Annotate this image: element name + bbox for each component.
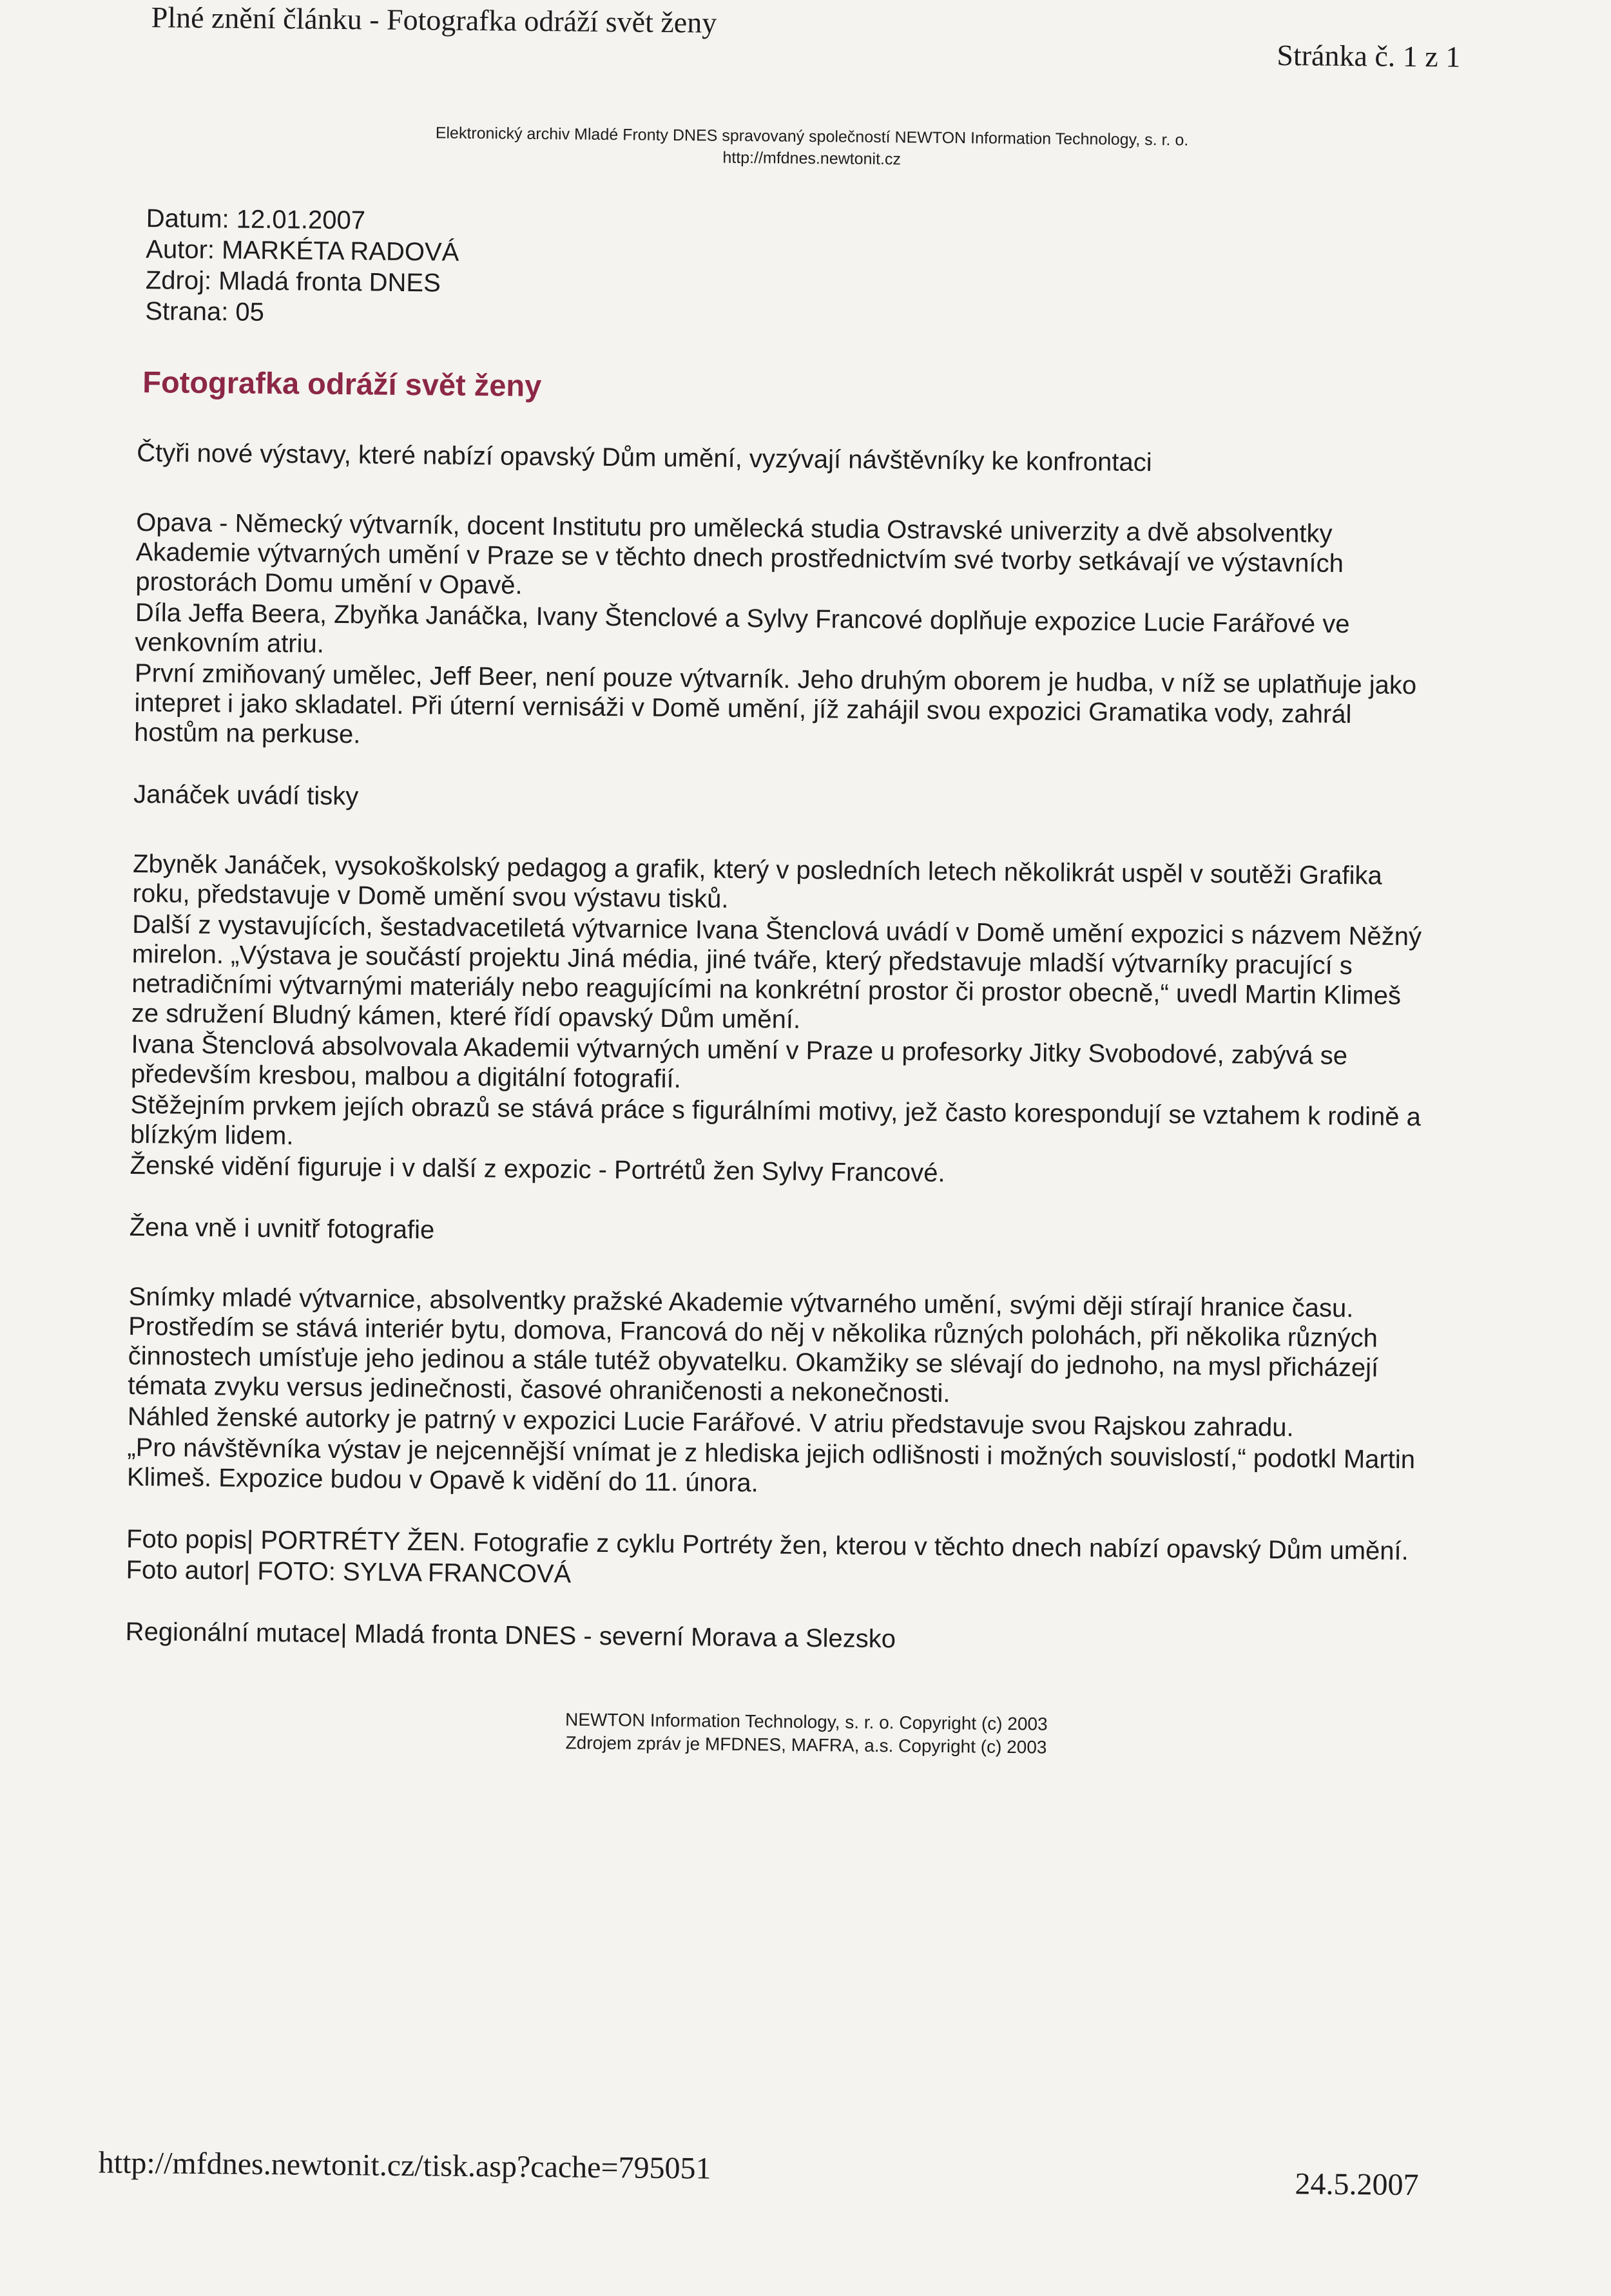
copyright-line: Zdrojem zpráv je MFDNES, MAFRA, a.s. Copyright (c) 2003 (565, 1732, 1047, 1757)
print-date: 24.5.2007 (1295, 2167, 1419, 2203)
paragraph: Ženské vidění figuruje i v další z expozic - Portrétů žen Sylvy Francové. (130, 1151, 945, 1188)
meta-date: Datum: 12.01.2007 (146, 204, 366, 235)
article-body (125, 438, 1438, 1659)
meta-author: Autor: MARKÉTA RADOVÁ (146, 235, 459, 267)
paragraph: Náhled ženské autorky je patrný v expozici Lucie Farářové. V atriu představuje svou Rajskou zahradu. (127, 1402, 1294, 1442)
paragraph: Opava - Německý výtvarník, docent Institutu pro umělecká studia Ostravské univerzity a dvě absolventky Akademie výtvarných umění v Praze se v těchto dnech prostřednictvím své tvorby setkávají ve výstavních prostorách Domu umění v Opavě. (135, 508, 1344, 600)
regional-edition: Regionální mutace| Mladá fronta DNES - severní Morava a Slezsko (125, 1617, 896, 1654)
archive-line: Elektronický archiv Mladé Fronty DNES spravovaný společností NEWTON Information Technology, s. r. o. (435, 124, 1189, 149)
print-url: http://mfdnes.newtonit.cz/tisk.asp?cache=795051 (98, 2145, 711, 2186)
print-header-title: Plné znění článku - Fotografka odráží svět ženy (151, 1, 717, 39)
paragraph: První zmiňovaný umělec, Jeff Beer, není pouze výtvarník. Jeho druhým oborem je hudba, v níž se uplatňuje jako intepret i jako skladatel. Při úterní vernisáži v Domě umění, jíž zahájil svou expozici Gramatika vody, zahrál hostům na perkuse. (133, 658, 1417, 749)
copyright-notice (407, 1707, 1206, 1761)
paragraph: Další z vystavujících, šestadvacetiletá výtvarnice Ivana Štenclová uvádí v Domě umění expozici s názvem Něžný mirelon. „Výstava je součástí projektu Jiná média, jiné tváře, který představuje mladší výtvarníky pracující s netradičními výtvarnými materiály nebo reagujícími na konkrétní prostor či prostor obecně,“ uvedl Martin Klimeš ze sdružení Bludný kámen, které řídí opavský Dům umění. (131, 910, 1422, 1034)
article-meta (145, 203, 459, 330)
paragraph: Díla Jeffa Beera, Zbyňka Janáčka, Ivany Štenclové a Sylvy Francové doplňuje expozice Lucie Farářové ve venkovním atriu. (135, 598, 1350, 658)
article-lead: Čtyři nové výstavy, které nabízí opavský Dům umění, vyzývají návštěvníky ke konfrontaci (137, 438, 1152, 477)
page-indicator: Stránka č. 1 z 1 (1277, 38, 1461, 73)
subheading: Žena vně i uvnitř fotografie (129, 1212, 435, 1245)
article-headline: Fotografka odráží svět ženy (142, 365, 542, 403)
photo-caption: Foto popis| PORTRÉTY ŽEN. Fotografie z cyklu Portréty žen, kterou v těchto dnech nabízí opavský Dům umění. (126, 1524, 1409, 1566)
archive-url: http://mfdnes.newtonit.cz (722, 148, 902, 169)
paragraph: „Pro návštěvníka výstav je nejcennější vnímat je z hlediska jejich odlišnosti i možných souvislostí,“ podotkl Martin Klimeš. Expozice budou v Opavě k vidění do 11. února. (126, 1433, 1416, 1498)
meta-page: Strana: 05 (145, 297, 265, 327)
paragraph: Zbyněk Janáček, vysokoškolský pedagog a grafik, který v posledních letech několikrát uspěl v soutěži Grafika roku, představuje v Domě umění svou výstavu tisků. (132, 849, 1382, 914)
photo-author: Foto autor| FOTO: SYLVA FRANCOVÁ (126, 1555, 572, 1589)
copyright-line: NEWTON Information Technology, s. r. o. Copyright (c) 2003 (564, 1709, 1048, 1734)
paragraph: Ivana Štenclová absolvovala Akademii výtvarných umění v Praze u profesorky Jitky Svobodové, zabývá se především kresbou, malbou a digitální fotografií. (130, 1029, 1348, 1094)
meta-source: Zdroj: Mladá fronta DNES (145, 266, 441, 298)
subheading: Janáček uvádí tisky (133, 780, 359, 811)
archive-notice (329, 121, 1296, 174)
paragraph: Snímky mladé výtvarnice, absolventky pražské Akademie výtvarného umění, svými ději stírají hranice času. Prostředím se stává interiér bytu, domova, Francová do něj v několika různých polohách, při několika různých činnostech umísťuje jeho jedinou a stále tutéž obyvatelku. Okamžiky se slévají do jednoho, na mysl přicházejí témata zvyku versus jedinečnosti, časové ohraničenosti a nekonečnosti. (128, 1282, 1379, 1408)
paragraph: Stěžejním prvkem jejích obrazů se stává práce s figurálními motivy, jež často korespondují se vztahem k rodině a blízkým lidem. (130, 1090, 1422, 1151)
